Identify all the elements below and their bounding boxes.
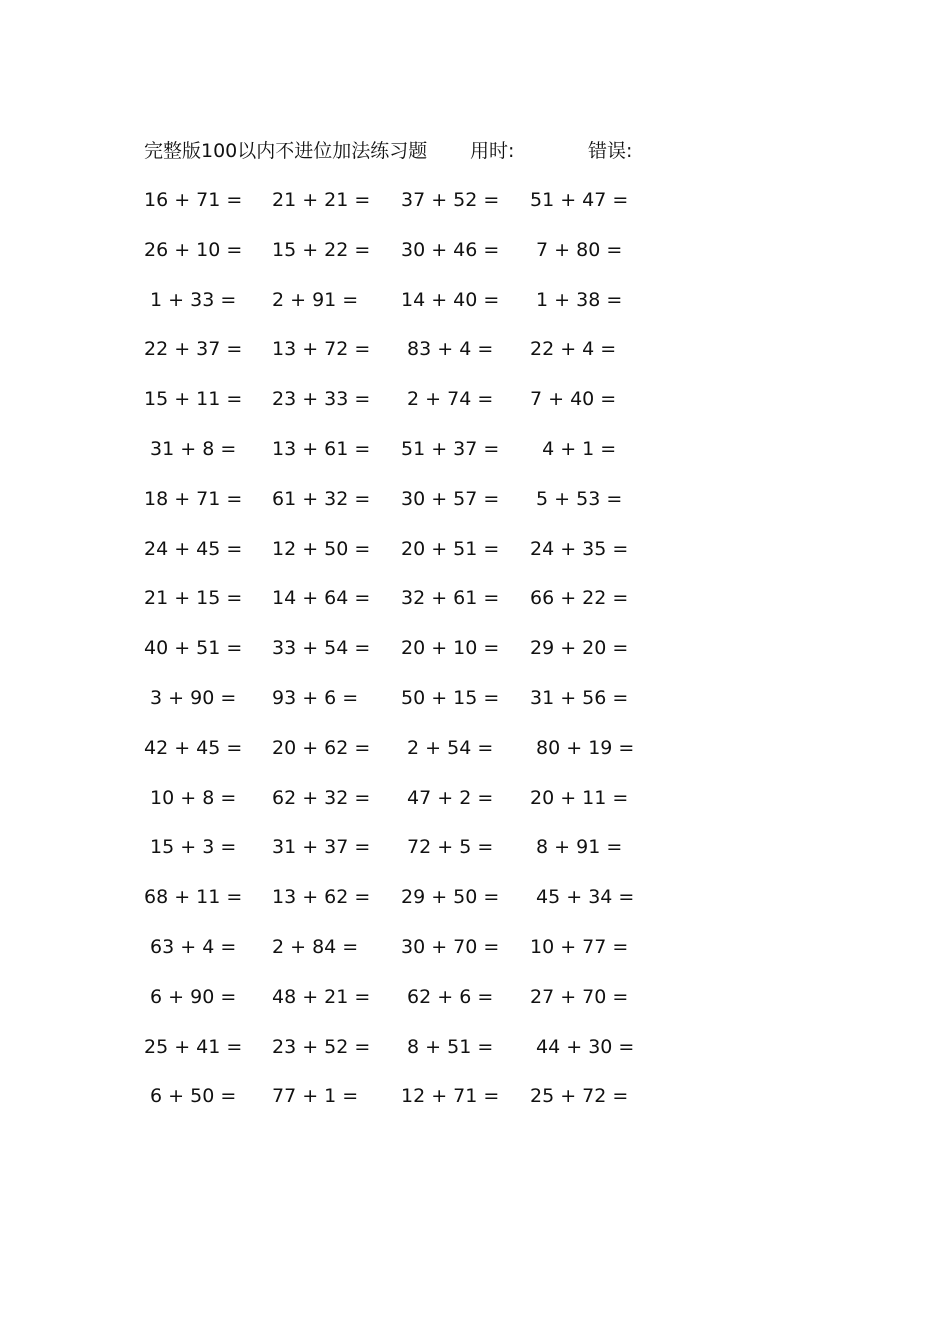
addition-problem: 12 + 71 = [401, 1085, 500, 1108]
problem-row [144, 633, 664, 683]
addition-problem: 7 + 80 = [530, 238, 623, 261]
addition-problem: 15 + 3 = [144, 836, 237, 859]
addition-problem: 80 + 19 = [530, 736, 635, 759]
addition-problem: 12 + 50 = [272, 537, 371, 560]
addition-problem: 45 + 34 = [530, 886, 635, 909]
addition-problem: 27 + 70 = [530, 985, 629, 1008]
addition-problem: 31 + 37 = [272, 836, 371, 859]
addition-problem: 20 + 51 = [401, 537, 500, 560]
addition-problem: 51 + 37 = [401, 437, 500, 460]
addition-problem: 62 + 32 = [272, 786, 371, 809]
addition-problem: 40 + 51 = [144, 637, 243, 660]
problem-row [144, 235, 664, 285]
problem-row [144, 384, 664, 434]
addition-problem: 61 + 32 = [272, 487, 371, 510]
addition-problem: 33 + 54 = [272, 637, 371, 660]
addition-problem: 8 + 51 = [401, 1035, 494, 1058]
problem-row [144, 185, 664, 235]
addition-problem: 10 + 8 = [144, 786, 237, 809]
addition-problem: 14 + 64 = [272, 587, 371, 610]
addition-problem: 23 + 33 = [272, 388, 371, 411]
addition-problem: 30 + 46 = [401, 238, 500, 261]
addition-problem: 20 + 10 = [401, 637, 500, 660]
addition-problem: 32 + 61 = [401, 587, 500, 610]
addition-problem: 6 + 50 = [144, 1085, 237, 1108]
problem-row [144, 882, 664, 932]
problem-row [144, 484, 664, 534]
addition-problem: 15 + 22 = [272, 238, 371, 261]
addition-problem: 29 + 50 = [401, 886, 500, 909]
problem-row [144, 1081, 664, 1131]
problem-row [144, 982, 664, 1032]
addition-problem: 30 + 70 = [401, 935, 500, 958]
addition-problem: 22 + 37 = [144, 338, 243, 361]
time-taken-label: 用时: [470, 140, 515, 162]
problem-row [144, 285, 664, 335]
addition-problem: 48 + 21 = [272, 985, 371, 1008]
problem-row [144, 534, 664, 584]
addition-problem: 68 + 11 = [144, 886, 243, 909]
addition-problem: 66 + 22 = [530, 587, 629, 610]
addition-problem: 21 + 21 = [272, 189, 371, 211]
addition-problem: 26 + 10 = [144, 238, 243, 261]
worksheet-title: 完整版100以内不进位加法练习题 [144, 140, 428, 162]
problem-grid [144, 185, 664, 1131]
addition-problem: 18 + 71 = [144, 487, 243, 510]
addition-problem: 2 + 91 = [272, 288, 359, 311]
addition-problem: 13 + 72 = [272, 338, 371, 361]
worksheet-header [144, 136, 744, 166]
addition-problem: 24 + 45 = [144, 537, 243, 560]
problem-row [144, 1032, 664, 1082]
addition-problem: 63 + 4 = [144, 935, 237, 958]
errors-label: 错误: [588, 140, 633, 162]
addition-problem: 2 + 54 = [401, 736, 494, 759]
addition-problem: 8 + 91 = [530, 836, 623, 859]
addition-problem: 37 + 52 = [401, 189, 500, 211]
addition-problem: 15 + 11 = [144, 388, 243, 411]
addition-problem: 47 + 2 = [401, 786, 494, 809]
addition-problem: 30 + 57 = [401, 487, 500, 510]
addition-problem: 50 + 15 = [401, 686, 500, 709]
addition-problem: 2 + 74 = [401, 388, 494, 411]
problem-row [144, 683, 664, 733]
addition-problem: 23 + 52 = [272, 1035, 371, 1058]
addition-problem: 24 + 35 = [530, 537, 629, 560]
addition-problem: 93 + 6 = [272, 686, 359, 709]
addition-problem: 22 + 4 = [530, 338, 617, 361]
addition-problem: 31 + 56 = [530, 686, 629, 709]
problem-row [144, 583, 664, 633]
problem-row [144, 733, 664, 783]
addition-problem: 21 + 15 = [144, 587, 243, 610]
problem-row [144, 832, 664, 882]
problem-row [144, 932, 664, 982]
addition-problem: 14 + 40 = [401, 288, 500, 311]
addition-problem: 25 + 41 = [144, 1035, 243, 1058]
addition-problem: 13 + 61 = [272, 437, 371, 460]
addition-problem: 1 + 38 = [530, 288, 623, 311]
addition-problem: 10 + 77 = [530, 935, 629, 958]
addition-problem: 13 + 62 = [272, 886, 371, 909]
addition-problem: 77 + 1 = [272, 1085, 359, 1108]
addition-problem: 29 + 20 = [530, 637, 629, 660]
addition-problem: 2 + 84 = [272, 935, 359, 958]
addition-problem: 3 + 90 = [144, 686, 237, 709]
addition-problem: 31 + 8 = [144, 437, 237, 460]
addition-problem: 4 + 1 = [530, 437, 617, 460]
problem-row [144, 783, 664, 833]
addition-problem: 83 + 4 = [401, 338, 494, 361]
problem-row [144, 334, 664, 384]
addition-problem: 20 + 11 = [530, 786, 629, 809]
addition-problem: 44 + 30 = [530, 1035, 635, 1058]
addition-problem: 7 + 40 = [530, 388, 617, 411]
addition-problem: 1 + 33 = [144, 288, 237, 311]
addition-problem: 62 + 6 = [401, 985, 494, 1008]
addition-problem: 20 + 62 = [272, 736, 371, 759]
addition-problem: 42 + 45 = [144, 736, 243, 759]
addition-problem: 25 + 72 = [530, 1085, 629, 1108]
problem-row [144, 434, 664, 484]
addition-problem: 16 + 71 = [144, 189, 243, 211]
addition-problem: 72 + 5 = [401, 836, 494, 859]
addition-problem: 51 + 47 = [530, 189, 629, 211]
addition-problem: 6 + 90 = [144, 985, 237, 1008]
addition-problem: 5 + 53 = [530, 487, 623, 510]
